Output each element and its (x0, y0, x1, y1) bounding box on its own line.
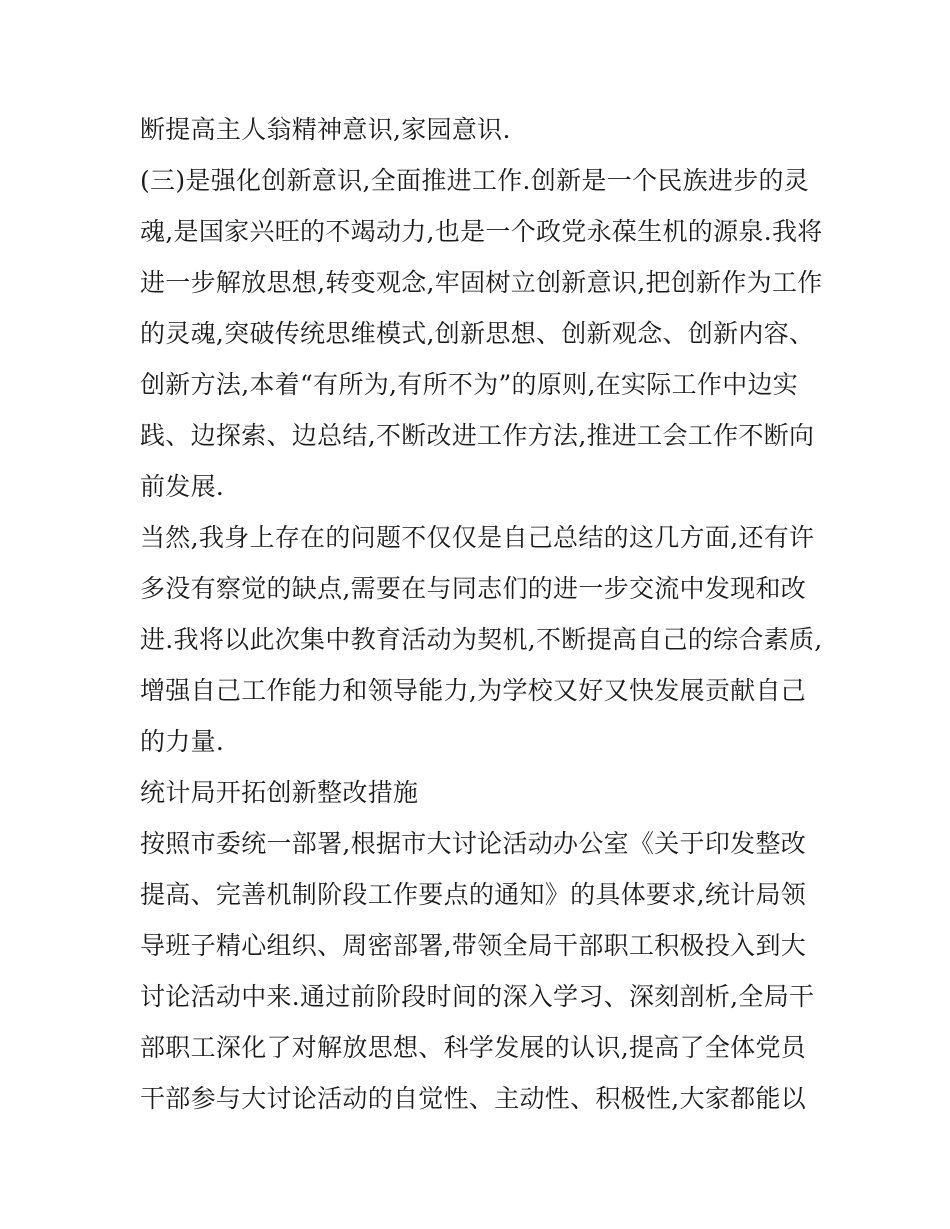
text-line-04: 进一步解放思想,转变观念,牢固树立创新意识,把创新作为工作 (140, 268, 823, 297)
text-line-02: (三)是强化创新意识,全面推进工作.创新是一个民族进步的灵 (140, 166, 810, 195)
text-line-17: 导班子精心组织、周密部署,带领全局干部职工积极投入到大 (140, 931, 807, 960)
text-line-13: 的力量. (140, 727, 225, 756)
text-line-18: 讨论活动中来.通过前阶段时间的深入学习、深刻剖析,全局干 (140, 982, 815, 1011)
text-line-10: 多没有察觉的缺点,需要在与同志们的进一步交流中发现和改 (140, 574, 807, 603)
text-line-05: 的灵魂,突破传统思维模式,创新思想、创新观念、创新内容、 (140, 319, 815, 348)
section-heading: 统计局开拓创新整改措施 (140, 778, 419, 807)
text-line-20: 干部参与大讨论活动的自觉性、主动性、积极性,大家都能以 (140, 1084, 807, 1113)
text-line-16: 提高、完善机制阶段工作要点的通知》的具体要求,统计局领 (140, 880, 807, 909)
text-line-09: 当然,我身上存在的问题不仅仅是自己总结的这几方面,还有许 (140, 523, 815, 552)
text-line-01: 断提高主人翁精神意识,家园意识. (140, 115, 511, 144)
text-line-11: 进.我将以此次集中教育活动为契机,不断提高自己的综合素质, (140, 625, 823, 654)
text-line-07: 践、边探索、边总结,不断改进工作方法,推进工会工作不断向 (140, 421, 815, 450)
text-line-03: 魂,是国家兴旺的不竭动力,也是一个政党永葆生机的源泉.我将 (140, 217, 823, 246)
text-line-12: 增强自己工作能力和领导能力,为学校又好又快发展贡献自己 (140, 676, 807, 705)
text-line-15: 按照市委统一部署,根据市大讨论活动办公室《关于印发整改 (140, 829, 807, 858)
document-body (140, 104, 823, 1124)
text-line-19: 部职工深化了对解放思想、科学发展的认识,提高了全体党员 (140, 1033, 807, 1062)
text-line-08: 前发展. (140, 472, 225, 501)
text-line-06: 创新方法,本着“有所为,有所不为”的原则,在实际工作中边实 (140, 370, 799, 399)
